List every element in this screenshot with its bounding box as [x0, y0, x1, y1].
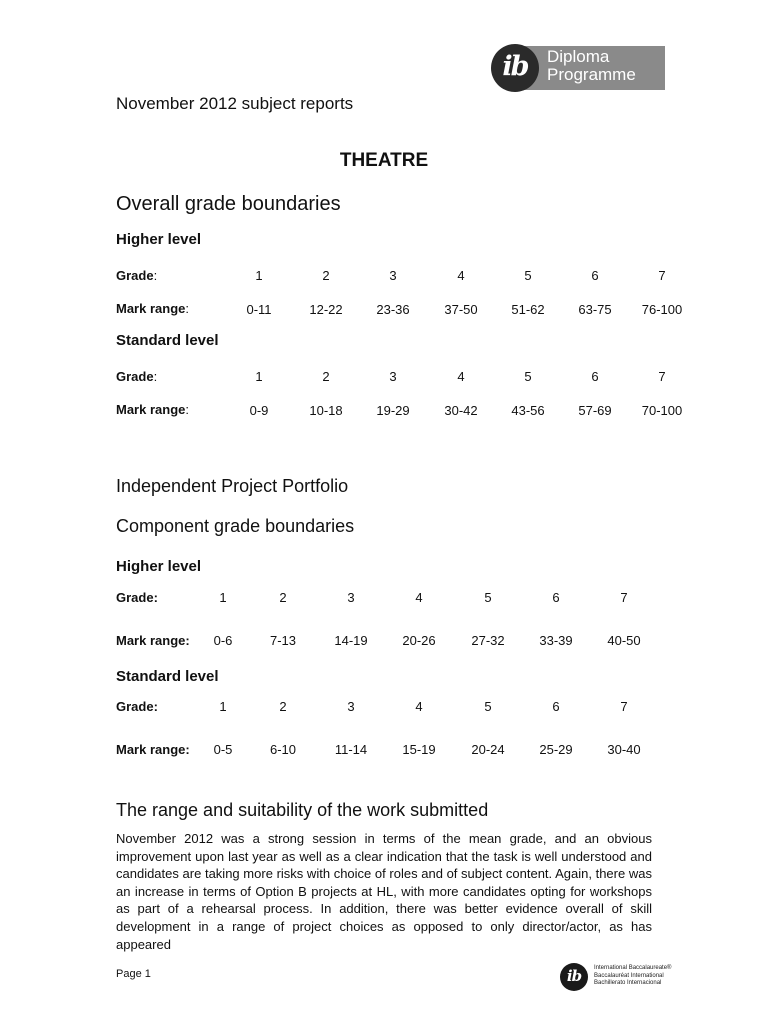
grade-cell: 5 [524, 268, 532, 283]
grade-cell: 1 [219, 590, 227, 605]
mark-range-cell: 0-9 [249, 403, 269, 418]
mark-range-cell: 27-32 [471, 633, 505, 648]
mark-range-cell: 19-29 [376, 403, 410, 418]
component-heading: Component grade boundaries [116, 516, 355, 536]
mark-range-cell: 43-56 [511, 403, 545, 418]
mark-range-cell: 57-69 [578, 403, 612, 418]
range-paragraph: November 2012 was a strong session in terms of the mean grade, and an obvious improvement upon last year as well as a clear indication that the task is well understood and candidates are taking more risks with choice of roles and of subject content. Again, there was an increase in terms of Option B projects at HL, with more candidates opting for workshops as part of a rehearsal process. In addition, there was better evidence overall of skill development in a range of project choices as opposed to only director/actor, as has appeared [116, 831, 652, 952]
mark-range-cell: 6-10 [269, 742, 297, 757]
mark-range-cell: 37-50 [444, 302, 478, 317]
grade-cell: 4 [457, 369, 465, 384]
logo-text: Diploma Programme [547, 47, 636, 84]
mark-range-cell: 20-24 [471, 742, 505, 757]
page-title: THEATRE [339, 150, 429, 171]
mark-range-cell: 20-26 [402, 633, 436, 648]
overall-sl-label: Standard level [116, 332, 219, 349]
grade-cell: 2 [279, 590, 287, 605]
grade-cell: 3 [389, 268, 397, 283]
grade-cell: 5 [524, 369, 532, 384]
component-sl-mark-label: Mark range: [116, 742, 190, 757]
overall-heading: Overall grade boundaries [116, 193, 341, 215]
component-hl-mark-label: Mark range: [116, 633, 190, 648]
mark-range-cell: 30-40 [607, 742, 641, 757]
grade-cell: 2 [322, 268, 330, 283]
ib-logo-icon: ib [491, 44, 539, 92]
overall-sl-mark-label: Mark range: [116, 402, 189, 417]
mark-range-cell: 76-100 [641, 302, 683, 317]
org-name-lines: International Baccalaureate® Baccalauréat International Bachillerato Internacional [594, 965, 672, 986]
grade-cell: 6 [552, 590, 560, 605]
mark-range-cell: 15-19 [402, 742, 436, 757]
grade-cell: 7 [620, 590, 628, 605]
mark-range-cell: 11-14 [334, 742, 368, 757]
mark-range-cell: 23-36 [376, 302, 410, 317]
mark-range-cell: 33-39 [539, 633, 573, 648]
grade-cell: 7 [620, 699, 628, 714]
diploma-programme-logo [491, 44, 669, 94]
component-sl-grade-label: Grade: [116, 699, 158, 714]
mark-range-cell: 10-18 [309, 403, 343, 418]
grade-cell: 4 [415, 590, 423, 605]
grade-cell: 6 [552, 699, 560, 714]
mark-range-cell: 14-19 [334, 633, 368, 648]
overall-hl-mark-label: Mark range: [116, 301, 189, 316]
grade-cell: 4 [415, 699, 423, 714]
page-number: Page 1 [116, 968, 151, 980]
mark-range-cell: 25-29 [539, 742, 573, 757]
grade-cell: 6 [591, 268, 599, 283]
overall-hl-grade-label: Grade: [116, 268, 158, 283]
mark-range-cell: 0-11 [246, 302, 272, 317]
mark-range-cell: 12-22 [309, 302, 343, 317]
component-name: Independent Project Portfolio [116, 476, 349, 496]
mark-range-cell: 0-6 [213, 633, 233, 648]
overall-sl-grade-label: Grade: [116, 369, 158, 384]
grade-cell: 5 [484, 699, 492, 714]
component-sl-label: Standard level [116, 668, 219, 685]
overall-hl-label: Higher level [116, 231, 202, 248]
grade-cell: 7 [658, 268, 666, 283]
mark-range-cell: 30-42 [444, 403, 478, 418]
ib-organization-logo [560, 963, 680, 993]
grade-cell: 4 [457, 268, 465, 283]
grade-cell: 5 [484, 590, 492, 605]
component-hl-label: Higher level [116, 558, 202, 575]
grade-cell: 6 [591, 369, 599, 384]
mark-range-cell: 63-75 [578, 302, 612, 317]
component-hl-grade-label: Grade: [116, 590, 158, 605]
grade-cell: 3 [347, 590, 355, 605]
grade-cell: 2 [322, 369, 330, 384]
mark-range-cell: 0-5 [213, 742, 233, 757]
mark-range-cell: 40-50 [607, 633, 641, 648]
mark-range-cell: 70-100 [641, 403, 683, 418]
grade-cell: 1 [255, 268, 263, 283]
range-heading: The range and suitability of the work submitted [116, 800, 489, 820]
grade-cell: 3 [389, 369, 397, 384]
mark-range-cell: 51-62 [511, 302, 545, 317]
report-subtitle: November 2012 subject reports [116, 94, 354, 113]
grade-cell: 1 [255, 369, 263, 384]
grade-cell: 2 [279, 699, 287, 714]
grade-cell: 3 [347, 699, 355, 714]
grade-cell: 1 [219, 699, 227, 714]
grade-cell: 7 [658, 369, 666, 384]
ib-footer-logo-icon: ib [560, 963, 588, 991]
mark-range-cell: 7-13 [269, 633, 297, 648]
